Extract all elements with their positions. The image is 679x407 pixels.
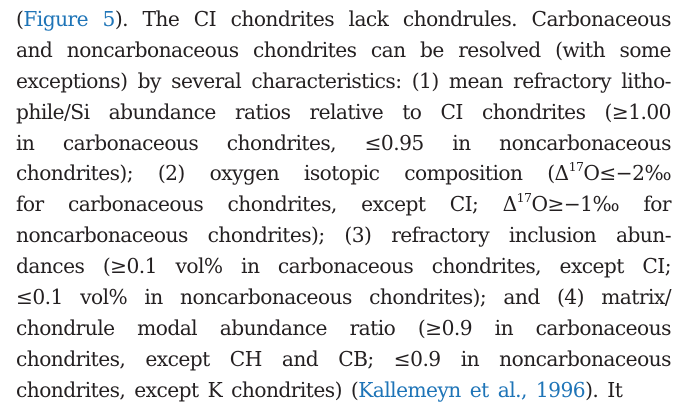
word: [499, 344, 671, 375]
text-run: can: [370, 37, 406, 62]
word: [547, 158, 671, 189]
word: [503, 282, 539, 313]
text-run: chondrule: [16, 315, 115, 340]
word: [371, 35, 406, 66]
text-run: chondrites,: [226, 130, 337, 155]
text-run: chondrites: [230, 7, 335, 31]
word: [391, 220, 489, 251]
word: [158, 158, 185, 189]
word: [63, 128, 198, 159]
text-run: refractory: [391, 223, 490, 248]
text-run: characteristics:: [251, 68, 402, 93]
word: [404, 158, 522, 189]
word: [208, 220, 325, 251]
text-run: ≤0.9: [393, 346, 441, 371]
superscript: 17: [568, 159, 584, 175]
text-run: ≤0.95: [364, 130, 424, 155]
text-run: carbonaceous: [535, 315, 671, 340]
text-line: [16, 4, 671, 35]
text-run: relative: [309, 99, 384, 124]
word: [171, 66, 241, 97]
reference-link[interactable]: Figure: [23, 7, 89, 31]
text-line: [16, 282, 671, 313]
word: [338, 344, 373, 375]
text-run: Δ: [502, 192, 517, 217]
word: [532, 4, 671, 35]
reference-link[interactable]: Kallemeyn: [358, 377, 461, 402]
text-run: be: [419, 37, 444, 62]
word: [228, 189, 337, 220]
text-run: phile/Si: [16, 99, 90, 124]
text-line: [16, 251, 671, 282]
word: [235, 97, 290, 128]
word: [536, 313, 671, 344]
reference-link[interactable]: et: [469, 377, 489, 402]
word: [310, 97, 384, 128]
word: [470, 375, 489, 406]
word: [361, 189, 425, 220]
word: [369, 282, 486, 313]
word: [143, 4, 180, 35]
word: [616, 220, 671, 251]
word: [498, 375, 527, 406]
text-run: resolved: [458, 37, 541, 62]
word: [103, 251, 157, 282]
word: [16, 251, 84, 282]
word: [351, 375, 461, 406]
body-paragraph: [16, 4, 671, 406]
word: [103, 4, 129, 35]
word: [16, 66, 127, 97]
word: [420, 35, 444, 66]
text-run: chondrites: [481, 99, 586, 124]
word: [16, 4, 88, 35]
text-run: chondrites: [252, 37, 357, 62]
text-run: (: [16, 7, 24, 31]
text-run: chondrites);: [207, 223, 325, 248]
word: [499, 128, 671, 159]
text-run: lack: [348, 7, 389, 31]
text-run: chondrites,: [431, 254, 542, 279]
word: [16, 35, 52, 66]
word: [350, 313, 396, 344]
text-run: chondrules.: [402, 7, 518, 31]
text-run: ).: [585, 377, 599, 402]
word: [601, 282, 671, 313]
text-run: some: [619, 37, 671, 62]
text-run: ratios: [234, 99, 291, 124]
text-run: and: [503, 285, 540, 310]
word: [560, 251, 624, 282]
word: [231, 375, 342, 406]
text-run: oxygen: [209, 161, 280, 186]
text-run: chondrites,: [16, 377, 126, 402]
text-run: noncarbonaceous: [499, 130, 671, 155]
reference-link[interactable]: al.,: [497, 377, 527, 402]
text-run: in: [16, 130, 35, 155]
text-run: litho-: [621, 68, 671, 93]
word: [251, 66, 401, 97]
word: [16, 375, 125, 406]
text-run: modal: [137, 315, 198, 340]
word: [16, 158, 133, 189]
text-run: in: [241, 254, 260, 279]
text-run: (2): [157, 161, 185, 186]
word: [403, 4, 517, 35]
word: [555, 35, 605, 66]
word: [16, 282, 63, 313]
word: [536, 375, 598, 406]
text-run: matrix/: [601, 285, 671, 310]
text-run: inclusion: [508, 223, 597, 248]
word: [67, 35, 239, 66]
text-run: The: [142, 7, 180, 31]
word: [210, 158, 280, 189]
text-run: noncarbonaceous: [66, 37, 239, 62]
text-run: except: [145, 346, 210, 371]
word: [144, 282, 162, 313]
text-run: (1): [411, 68, 439, 93]
word: [304, 158, 380, 189]
word: [349, 4, 389, 35]
text-run: CB;: [338, 346, 374, 371]
text-line: [16, 66, 671, 97]
text-run: (Δ: [547, 161, 569, 186]
reference-link[interactable]: 5: [102, 7, 115, 31]
text-run: composition: [404, 161, 523, 186]
text-run: mean: [448, 68, 503, 93]
text-line: [16, 97, 671, 128]
word: [557, 282, 584, 313]
text-run: ≤0.1: [16, 285, 63, 310]
word: [394, 344, 441, 375]
text-run: and: [281, 346, 319, 371]
word: [642, 251, 671, 282]
text-run: vol%: [80, 285, 128, 310]
text-run: by: [137, 68, 161, 93]
text-run: abundance: [108, 99, 216, 124]
word: [402, 97, 421, 128]
word: [278, 251, 413, 282]
word: [194, 4, 216, 35]
word: [16, 97, 89, 128]
text-run: Carbonaceous: [531, 7, 671, 31]
word: [432, 251, 541, 282]
word: [227, 128, 336, 159]
text-run: in: [144, 285, 163, 310]
text-run: except: [361, 192, 426, 217]
word: [452, 128, 470, 159]
text-run: and: [16, 37, 53, 62]
word: [220, 313, 327, 344]
text-run: chondrites,: [227, 192, 337, 217]
word: [230, 344, 262, 375]
text-run: noncarbonaceous: [499, 346, 671, 371]
text-run: It: [607, 377, 623, 402]
text-run: (≥0.1: [102, 254, 157, 279]
word: [643, 189, 671, 220]
text-line: [16, 35, 671, 66]
text-line: [16, 128, 671, 159]
word: [482, 97, 585, 128]
text-run: exceptions): [16, 68, 128, 93]
text-run: noncarbonaceous: [16, 223, 188, 248]
text-run: (4): [556, 285, 584, 310]
text-line: [16, 220, 671, 251]
text-run: noncarbonaceous: [180, 285, 352, 310]
word: [134, 375, 198, 406]
text-run: chondrites): [231, 377, 342, 402]
text-run: carbonaceous: [62, 130, 199, 155]
text-run: to: [402, 99, 422, 124]
word: [145, 344, 209, 375]
text-run: (≥0.9: [417, 315, 473, 340]
word: [607, 375, 622, 406]
word: [418, 313, 472, 344]
text-run: O≥−1‰: [531, 192, 620, 217]
superscript: 17: [516, 190, 532, 206]
word: [16, 189, 44, 220]
text-run: in: [494, 315, 514, 340]
text-run: (: [350, 377, 359, 402]
text-run: (3): [344, 223, 372, 248]
text-run: (with: [555, 37, 606, 62]
word: [231, 4, 334, 35]
text-run: CI: [193, 7, 217, 31]
reference-link[interactable]: 1996: [535, 377, 586, 402]
word: [620, 35, 671, 66]
text-run: several: [171, 68, 242, 93]
word: [282, 344, 318, 375]
word: [449, 66, 503, 97]
text-line: [16, 313, 671, 344]
word: [458, 35, 540, 66]
word: [176, 251, 223, 282]
text-run: except: [559, 254, 624, 279]
text-run: ).: [114, 7, 129, 31]
text-run: refractory: [513, 68, 611, 93]
text-run: carbonaceous: [277, 254, 414, 279]
word: [208, 375, 223, 406]
word: [344, 220, 371, 251]
text-run: for: [643, 192, 671, 217]
word: [412, 66, 439, 97]
word: [16, 220, 188, 251]
word: [80, 282, 127, 313]
text-run: chondrites,: [16, 346, 126, 371]
text-run: chondrites);: [16, 161, 133, 186]
word: [16, 128, 34, 159]
word: [137, 313, 197, 344]
word: [503, 189, 619, 220]
word: [450, 189, 479, 220]
word: [180, 282, 352, 313]
text-run: isotopic: [303, 161, 380, 186]
text-run: carbonaceous: [67, 192, 204, 217]
word: [16, 313, 115, 344]
text-run: abundance: [219, 315, 327, 340]
word: [365, 128, 424, 159]
word: [241, 251, 259, 282]
word: [605, 97, 671, 128]
word: [138, 66, 161, 97]
word: [509, 220, 596, 251]
text-line: [16, 189, 671, 220]
word: [461, 344, 479, 375]
text-run: except: [134, 377, 199, 402]
text-run: CH: [229, 346, 262, 371]
text-run: abun-: [615, 223, 671, 248]
text-run: CI;: [449, 192, 479, 217]
text-run: CI: [440, 99, 463, 124]
text-run: ratio: [349, 315, 396, 340]
word: [441, 97, 463, 128]
text-run: O≤−2‰: [583, 161, 671, 186]
text-run: chondrites);: [369, 285, 487, 310]
word: [68, 189, 203, 220]
word: [253, 35, 356, 66]
text-line: [16, 375, 671, 406]
word: [621, 66, 671, 97]
text-line: [16, 158, 671, 189]
word: [109, 97, 216, 128]
text-run: in: [460, 346, 480, 371]
text-run: for: [16, 192, 44, 217]
text-run: CI;: [642, 254, 671, 279]
text-run: vol%: [175, 254, 223, 279]
text-line: [16, 344, 671, 375]
word: [16, 344, 125, 375]
text-run: in: [452, 130, 471, 155]
text-run: dances: [16, 254, 85, 279]
text-run: (≥1.00: [604, 99, 671, 124]
text-run: K: [207, 377, 223, 402]
word: [495, 313, 513, 344]
word: [513, 66, 611, 97]
